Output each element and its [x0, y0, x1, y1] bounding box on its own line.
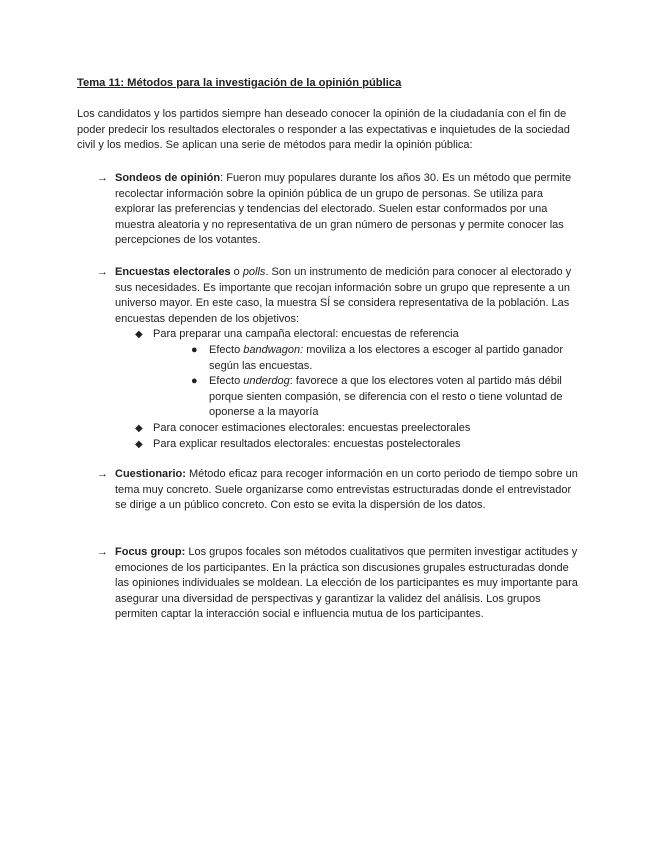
diamond-bullet-icon: ◆	[135, 329, 143, 341]
bandwagon-prefix: Efecto	[209, 343, 244, 356]
arrow-icon: →	[97, 546, 108, 558]
effect-item-bandwagon	[191, 343, 584, 374]
cuestionario-description: Método eficaz para recoger información en un corto periodo de tiempo sobre un tema muy concreto. Suele organizarse como entrevistas estructuradas donde el entrevistador se dirige a un público concreto. Con esto se evita la dispersión de los datos.	[115, 468, 578, 512]
effect-item-underdog	[191, 374, 584, 421]
cuestionario-text	[115, 467, 584, 514]
arrow-icon: →	[97, 468, 108, 480]
focus-text	[115, 545, 584, 623]
underdog-term: underdog	[243, 375, 290, 388]
intro-paragraph: Los candidatos y los partidos siempre han deseado conocer la opinión de la ciudadanía con el fin de poder predecir los resultados electorales o responder a las expectativas e inquietudes de la sociedad civil y los medios. Se aplican una serie de métodos para medir la opinión pública:	[77, 108, 570, 152]
objective-label: Para conocer estimaciones electorales: encuestas preelectorales	[153, 421, 471, 434]
underdog-prefix: Efecto	[209, 375, 244, 388]
list-item-focus-group	[97, 545, 584, 623]
sondeos-description: : Fueron muy populares durante los años 30. Es un método que permite recolectar información sobre la opinión pública de un grupo de personas. Se utiliza para explorar las preferencias y tendencias del electorado. Suelen estar conformados por una muestra aleatoria y no representativa de un gran número de personas y permite conocer las percepciones de los votantes.	[115, 172, 572, 247]
encuestas-text	[115, 265, 584, 327]
sondeos-text	[115, 171, 584, 249]
focus-description: Los grupos focales son métodos cualitativos que permiten investigar actitudes y emociones de los participantes. En la práctica son discusiones grupales estructuradas donde las opiniones individuales se moldean. La elección de los participantes es muy importante para asegurar una diversidad de perspectivas y garantizar la validez del análisis. Los grupos permiten captar la interacción social e influencia mutua de los participantes.	[115, 546, 578, 621]
page-title: Tema 11: Métodos para la investigación de la opinión pública	[77, 77, 402, 89]
encuestas-term: Encuestas electorales	[115, 266, 231, 278]
encuestas-description: . Son un instrumento de medición para conocer al electorado y sus necesidades. Es importante que recojan información sobre un grupo que represente a un universo mayor. En este caso, la muestra SÍ se considera representativa de la población. Las encuestas dependen de los objetivos:	[115, 266, 572, 325]
effects-list	[191, 343, 584, 421]
objective-label: Para explicar resultados electorales: encuestas postelectorales	[153, 437, 461, 450]
sondeos-term: Sondeos de opinión	[115, 172, 221, 184]
underdog-text: : favorece a que los electores voten al partido más débil porque sienten compasión, se diferencia con el resto o tiene voluntad de oponerse a la mayoría	[209, 375, 563, 419]
focus-term: Focus group:	[115, 546, 186, 558]
diamond-bullet-icon: ◆	[135, 422, 143, 434]
objective-item	[135, 327, 584, 421]
list-item-cuestionario	[97, 467, 584, 514]
cuestionario-term: Cuestionario:	[115, 468, 186, 480]
dot-bullet-icon: ●	[191, 343, 198, 356]
encuestas-connector: o	[230, 266, 243, 278]
objective-item	[135, 421, 584, 437]
list-item-sondeos	[97, 171, 584, 249]
polls-term: polls	[242, 266, 266, 278]
diamond-bullet-icon: ◆	[135, 438, 143, 450]
dot-bullet-icon: ●	[191, 375, 198, 388]
bandwagon-term: bandwagon:	[243, 343, 304, 356]
arrow-icon: →	[97, 266, 108, 278]
list-item-encuestas	[97, 265, 584, 452]
arrow-icon: →	[97, 172, 108, 184]
bandwagon-text: moviliza a los electores a escoger al partido ganador según las encuestas.	[209, 343, 564, 372]
objectives-list	[135, 327, 584, 452]
objective-item	[135, 437, 584, 453]
objective-label: Para preparar una campaña electoral: encuestas de referencia	[153, 328, 459, 341]
